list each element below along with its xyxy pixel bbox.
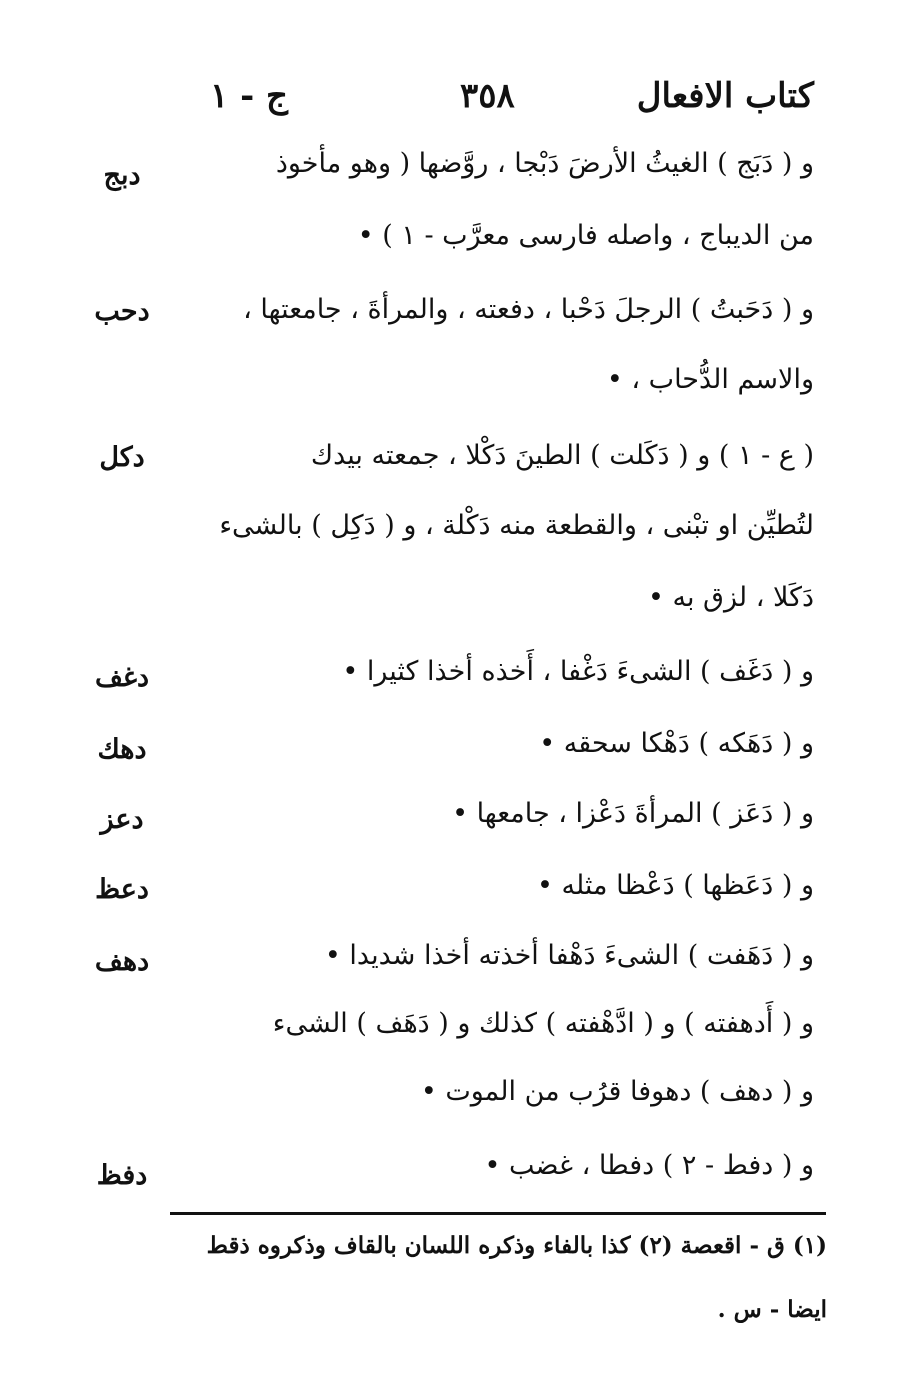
margin-headword: دغف	[94, 662, 150, 693]
page-number: ٣٥٨	[460, 76, 515, 116]
entry-line: و ( أَدهفته ) و ( ادَّهْفته ) كذلك و ( دَهَف ) الشىء	[272, 1008, 814, 1039]
entry-line: و ( دَبَج ) الغيثُ الأرضَ دَبْجا ، روَّضها ( وهو مأخوذ	[275, 148, 814, 179]
entry-line: لتُطيِّن او تبْنى ، والقطعة منه دَكْلة ، و ( دَكِل ) بالشىء	[219, 510, 814, 541]
margin-headword: دهف	[94, 946, 150, 977]
entry-line: و ( دَغَف ) الشىءَ دَغْفا ، أَخذه أخذا كثيرا •	[342, 656, 814, 687]
entry-line: من الديباج ، واصله فارسى معرَّب - ١ ) •	[357, 220, 814, 251]
margin-headword: دعظ	[95, 874, 149, 905]
margin-headword: دفظ	[96, 1160, 148, 1191]
entry-line: و ( دَهَفت ) الشىءَ دَهْفا أخذته أخذا شديدا •	[324, 940, 814, 971]
entry-line: و ( دَهَكه ) دَهْكا سحقه •	[539, 728, 814, 759]
volume-label: ج - ١	[210, 76, 288, 116]
footnote-line: ايضا - س .	[717, 1296, 827, 1323]
entry-line: و ( دفط - ٢ ) دفطا ، غضب •	[484, 1150, 814, 1181]
margin-headword: دكل	[99, 442, 145, 473]
entry-line: و ( دَحَبتُ ) الرجلَ دَحْبا ، دفعته ، والمرأةَ ، جامعتها ،	[243, 294, 814, 325]
entry-line: و ( دهف ) دهوفا قرُب من الموت •	[420, 1076, 814, 1107]
entry-line: ( ع - ١ ) و ( دَكَلت ) الطينَ دَكْلا ، جمعته بيدك	[310, 440, 814, 471]
entry-line: و ( دَعَز ) المرأةَ دَعْزا ، جامعها •	[452, 798, 814, 829]
margin-headword: دبج	[103, 160, 141, 191]
running-title: كتاب الافعال	[636, 76, 814, 116]
footnote-separator	[170, 1212, 826, 1215]
entry-line: و ( دَعَظها ) دَعْظا مثله •	[536, 870, 814, 901]
margin-headword: دهك	[97, 734, 147, 765]
margin-headword: دحب	[94, 296, 150, 327]
entry-line: والاسم الدُّحاب ، •	[606, 364, 814, 395]
margin-headword: دعز	[100, 804, 144, 835]
entry-line: دَكَلا ، لزق به •	[647, 582, 814, 613]
page-header	[0, 70, 922, 130]
footnote-line: (١) ق - اقعصة (٢) كذا بالفاء وذكره اللسان بالقاف وذكروه ذقط	[206, 1232, 827, 1259]
